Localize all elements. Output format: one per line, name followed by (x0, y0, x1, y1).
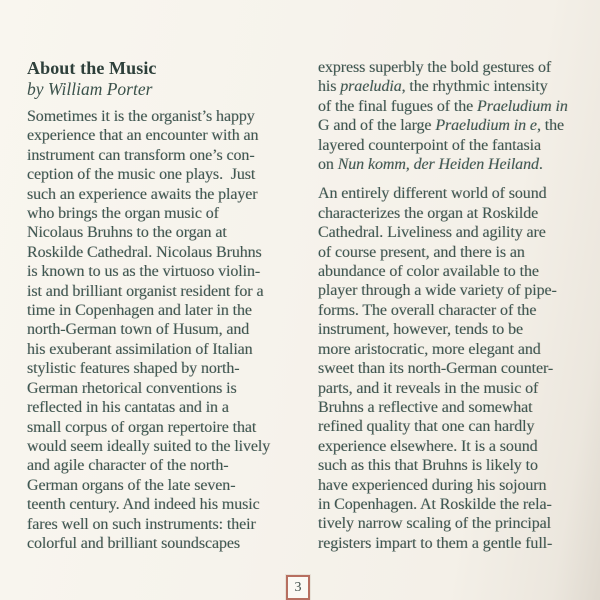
text-line (318, 116, 588, 135)
text-line (27, 476, 311, 495)
text-segment: An entirely different world of sound (318, 185, 547, 203)
text-line (318, 417, 588, 436)
text-line (318, 155, 588, 174)
byline: by William Porter (27, 79, 153, 99)
paragraph-left-1 (27, 107, 311, 553)
italic-work-title: praeludia (340, 78, 402, 96)
text-segment: registers impart to them a gentle full- (318, 534, 553, 552)
text-segment: in Copenhagen. At Roskilde the rela- (318, 495, 552, 513)
text-segment: fares well on such instruments: their (27, 515, 256, 533)
text-line (27, 107, 311, 126)
text-line (318, 514, 588, 533)
text-segment: abundance of color available to the (318, 263, 539, 281)
text-line (318, 281, 588, 300)
text-line (318, 495, 588, 514)
text-line (318, 340, 588, 359)
text-line (318, 243, 588, 262)
text-line (27, 146, 311, 165)
text-segment: refined quality that one can hardly (318, 418, 535, 436)
text-line (318, 136, 588, 155)
text-line (318, 77, 588, 96)
text-line (318, 437, 588, 456)
section-title: About the Music (27, 58, 157, 78)
text-segment: experience that an encounter with an (27, 127, 259, 145)
text-segment: characterizes the organ at Roskilde (318, 204, 539, 222)
text-segment: stylistic features shaped by north- (27, 360, 240, 378)
text-line (318, 359, 588, 378)
text-segment: more aristocratic, more elegant and (318, 340, 541, 358)
text-line (27, 243, 311, 262)
text-segment: G and of the large (318, 117, 436, 135)
text-segment: time in Copenhagen and later in the (27, 302, 252, 320)
text-segment: ist and brilliant organist resident for a (27, 282, 264, 300)
text-segment: Bruhns a reflective and somewhat (318, 398, 533, 416)
text-segment: express superbly the bold gestures of (318, 59, 552, 76)
text-line (318, 97, 588, 116)
text-segment: his (318, 78, 341, 96)
text-segment: is known to us as the virtuoso violin- (27, 263, 261, 281)
text-line (27, 495, 311, 514)
text-segment: player through a wide variety of pipe- (318, 282, 557, 300)
text-segment: small corpus of organ repertoire that (27, 418, 257, 436)
text-line (318, 204, 588, 223)
paragraph-right-2 (318, 184, 588, 553)
text-line (318, 223, 588, 242)
text-line (27, 515, 311, 534)
text-segment: layered counterpoint of the fantasia (318, 136, 541, 154)
text-line (27, 126, 311, 145)
text-line (27, 456, 311, 475)
text-segment: experience elsewhere. It is a sound (318, 437, 538, 455)
text-line (318, 456, 588, 475)
text-segment: who brings the organ music of (27, 205, 219, 223)
italic-work-title: Praeludium in e (435, 117, 537, 135)
text-line (27, 165, 311, 184)
text-segment: of the final fugues of the (318, 97, 478, 115)
text-segment: have experienced during his sojourn (318, 476, 547, 494)
text-line (27, 223, 311, 242)
text-line (27, 437, 311, 456)
text-line (318, 58, 588, 77)
text-line (27, 262, 311, 281)
text-line (27, 418, 311, 437)
page-number-box (286, 575, 310, 600)
text-line (27, 282, 311, 301)
text-segment: forms. The overall character of the (318, 301, 537, 319)
text-line (318, 320, 588, 339)
text-segment: north-German town of Husum, and (27, 321, 250, 339)
text-segment: would seem ideally suited to the lively (27, 437, 271, 455)
text-segment: , the (536, 117, 564, 135)
text-segment: Roskilde Cathedral. Nicolaus Bruhns (27, 243, 262, 261)
text-segment: such an experience awaits the player (27, 185, 258, 203)
text-line (27, 185, 311, 204)
text-segment: his exuberant assimilation of Italian (27, 340, 253, 358)
italic-work-title: Praeludium in (477, 97, 568, 115)
italic-work-title: Nun komm, der Heiden Heiland (337, 156, 539, 174)
text-segment: . (538, 156, 543, 174)
text-segment: German organs of the late seven- (27, 476, 236, 494)
text-line (318, 398, 588, 417)
text-line (318, 262, 588, 281)
text-segment: , the rhythmic intensity (401, 78, 548, 96)
text-segment: reflected in his cantatas and in a (27, 399, 229, 417)
text-line (27, 534, 311, 553)
text-line (318, 184, 588, 203)
text-segment: instrument can transform one’s con- (27, 146, 255, 164)
text-segment: sweet than its north-German counter- (318, 360, 554, 378)
text-line (27, 359, 311, 378)
left-column (27, 58, 311, 553)
text-segment: of course present, and there is an (318, 243, 525, 261)
right-column (318, 58, 588, 553)
text-segment: Nicolaus Bruhns to the organ at (27, 224, 227, 242)
text-line (27, 320, 311, 339)
text-segment: instrument, however, tends to be (318, 321, 524, 339)
paragraph-right-1 (318, 58, 588, 174)
text-segment: on (318, 156, 338, 174)
text-segment: teenth century. And indeed his music (27, 496, 260, 514)
text-segment: and agile character of the north- (27, 457, 229, 475)
section-header (27, 58, 311, 100)
page-number: 3 (294, 579, 302, 595)
text-line (27, 204, 311, 223)
text-segment: Cathedral. Liveliness and agility are (318, 224, 546, 242)
text-segment: colorful and brilliant soundscapes (27, 534, 240, 552)
text-line (27, 301, 311, 320)
text-segment: such as this that Bruhns is likely to (318, 457, 538, 475)
text-segment: German rhetorical conventions is (27, 379, 237, 397)
text-line (318, 534, 588, 553)
text-line (318, 379, 588, 398)
text-line (27, 340, 311, 359)
text-segment: Sometimes it is the organist’s happy (27, 108, 255, 125)
text-segment: parts, and it reveals in the music of (318, 379, 539, 397)
text-line (318, 476, 588, 495)
text-segment: ception of the music one plays. Just (27, 166, 256, 184)
text-line (318, 301, 588, 320)
text-line (27, 398, 311, 417)
text-line (27, 379, 311, 398)
text-segment: tively narrow scaling of the principal (318, 515, 552, 533)
